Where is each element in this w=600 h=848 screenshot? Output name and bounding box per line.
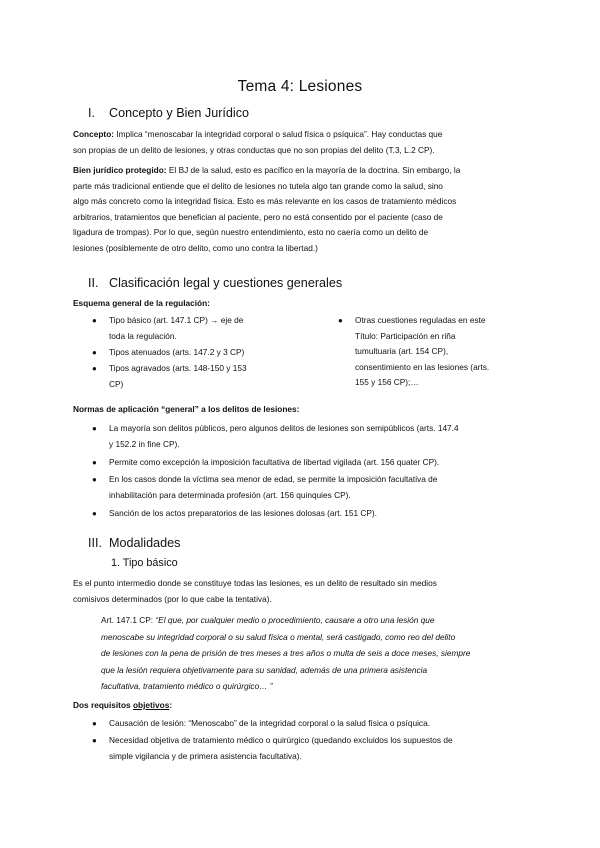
concepto-text: Implica “menoscabar la integridad corporal o salud física o psíquica”. Hay conductas que bbox=[114, 129, 443, 139]
quote-line: de lesiones con la pena de prisión de tres meses a tres años o multa de seis a doce meses, siempre bbox=[101, 648, 471, 658]
list-item: ● Necesidad objetiva de tratamiento médico o quirúrgico (quedando excluidos los supuestos de simple vigilancia y de primera asistencia facultativa). bbox=[92, 735, 453, 761]
bullet-icon: ● bbox=[92, 364, 97, 373]
concepto-text-line: son propias de un delito de lesiones, y otras conductas que no son propias del delito (T.3, L.2 CP). bbox=[73, 144, 435, 155]
paragraph-line: arbitrarios, tratamientos que benefician al paciente, pero no está consentido por el paciente (caso de bbox=[73, 211, 443, 222]
bien-juridico-label: Bien jurídico protegido: bbox=[73, 165, 167, 175]
section-title: Modalidades bbox=[109, 536, 181, 550]
bullet-icon: ● bbox=[338, 316, 343, 325]
concepto-paragraph bbox=[73, 127, 529, 158]
list-item: ● Tipos agravados (arts. 148-150 y 153 CP) bbox=[92, 363, 247, 389]
bien-juridico-paragraph bbox=[73, 163, 529, 257]
concepto-label: Concepto: bbox=[73, 129, 115, 139]
quote-reference: Art. 147.1 CP: bbox=[101, 615, 156, 625]
bullet-icon: ● bbox=[92, 736, 97, 745]
section-title: Clasificación legal y cuestiones generales bbox=[109, 276, 343, 290]
quote-line: menoscabe su integridad corporal o su salud física o mental, será castigado, como reo del delito bbox=[101, 631, 456, 642]
page-title: Tema 4: Lesiones bbox=[237, 78, 363, 95]
bullet-icon: ● bbox=[92, 348, 97, 357]
subsection-heading: 1. Tipo básico bbox=[111, 557, 178, 569]
list-item: ● Permite como excepción la imposición facultativa de libertad vigilada (art. 156 quater CP). bbox=[109, 455, 529, 471]
bullet-icon: ● bbox=[92, 316, 97, 325]
esquema-label: Esquema general de la regulación: bbox=[73, 298, 210, 308]
quote-line: que la lesión requiera objetivamente para su sanidad, además de una primera asistencia bbox=[101, 664, 428, 675]
bullet-icon: ● bbox=[92, 458, 97, 467]
bullet-icon: ● bbox=[92, 424, 97, 433]
bien-juridico-text: El BJ de la salud, esto es pacífico en la mayoría de la doctrina. Sin embargo, la bbox=[166, 165, 461, 175]
section-title: Concepto y Bien Jurídico bbox=[109, 106, 250, 120]
bullet-icon: ● bbox=[92, 475, 97, 484]
list-item: ● Tipo básico (art. 147.1 CP) → eje de toda la regulación. bbox=[92, 315, 244, 341]
quote-line: facultativa, tratamiento médico o quirúrgico… ” bbox=[101, 681, 273, 691]
list-item: ● Sanción de los actos preparatorios de las lesiones dolosas (art. 151 CP). bbox=[109, 506, 529, 522]
section-heading-2 bbox=[88, 276, 342, 290]
list-item: ● La mayoría son delitos públicos, pero algunos delitos de lesiones son semipúblicos (arts. 147.4 y 152.2 in fine CP). bbox=[92, 423, 459, 449]
section-numeral: I. bbox=[88, 106, 95, 120]
section-heading-3 bbox=[88, 536, 180, 550]
list-item: ● Tipos atenuados (arts. 147.2 y 3 CP) bbox=[109, 345, 309, 361]
paragraph-line: Es el punto intermedio donde se constituye todas las lesiones, es un delito de resultado sin medios bbox=[73, 578, 437, 588]
paragraph-line: ligadura de trompas). Por lo que, según nuestro entendimiento, esto no caería como un delito de bbox=[73, 227, 429, 238]
section-heading-1 bbox=[88, 106, 249, 120]
intro-paragraph bbox=[73, 576, 529, 607]
list-item: ● Causación de lesión: “Menoscabo” de la integridad corporal o la salud física o psíquica. bbox=[109, 716, 529, 732]
section-numeral: II. bbox=[88, 276, 99, 290]
paragraph-line: comisivos determinados (por lo que cabe la tentativa). bbox=[73, 593, 272, 604]
section-numeral: III. bbox=[88, 536, 102, 550]
normas-label: Normas de aplicación “general” a los delitos de lesiones: bbox=[73, 404, 300, 414]
paragraph-line: lesiones (posiblemente de otro delito, como uno contra la libertad.) bbox=[73, 242, 318, 253]
list-item: ● Otras cuestiones reguladas en este Título: Participación en riña tumultuaria (art. 154 CP), consentimiento en las lesiones (arts. 155 y 156 CP);… bbox=[338, 315, 490, 388]
paragraph-line: algo más concreto como la integridad física. Esto es más relevante en los casos de tratamiento médicos bbox=[73, 196, 457, 207]
bullet-icon: ● bbox=[92, 719, 97, 728]
paragraph-line: parte más tradicional entiende que el delito de lesiones no tutela algo tan grande como la salud, sino bbox=[73, 180, 443, 191]
quote-text: “El que, por cualquier medio o procedimiento, causare a otro una lesión que bbox=[155, 615, 435, 625]
list-item: ● En los casos donde la víctima sea menor de edad, se permite la imposición facultativa de inhabilitación para determinada profesión (art. 156 quinquies CP). bbox=[92, 474, 438, 500]
bullet-icon: ● bbox=[92, 509, 97, 518]
article-quote bbox=[101, 612, 529, 695]
requisitos-label: Dos requisitos objetivos: bbox=[73, 700, 173, 710]
